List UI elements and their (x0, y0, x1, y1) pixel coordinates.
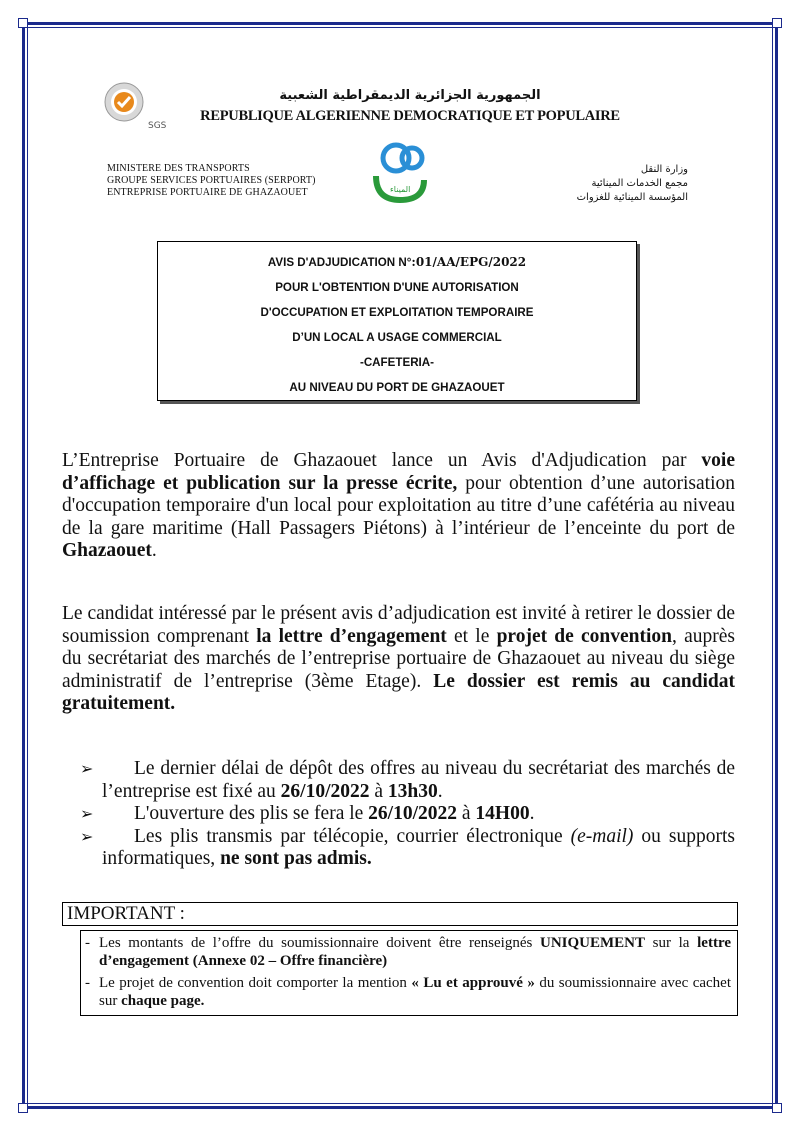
arabic-group-line: مجمع الخدمات المينائية (591, 178, 688, 189)
important-box (80, 930, 738, 1016)
frame-corner-br (772, 1103, 782, 1113)
arabic-ministry-line: وزارة النقل (640, 164, 688, 175)
important-title: IMPORTANT : (62, 902, 738, 926)
arabic-republic-title: الجمهورية الجزائرية الديمقراطية الشعبية (279, 88, 541, 103)
important-item-convention: - Le projet de convention doit comporter la mention « Lu et approuvé » du soumissionnaire avec cachet sur chaque page. (85, 975, 732, 1009)
arrow-icon: ➢ (80, 759, 94, 778)
avis-title-line (158, 250, 636, 275)
frame-corner-bl (18, 1103, 28, 1113)
avis-line-5: -CAFETERIA- (359, 356, 435, 369)
ministry-line: MINISTERE DES TRANSPORTS (107, 163, 250, 174)
group-line: GROUPE SERVICES PORTUAIRES (SERPORT) (107, 175, 316, 186)
frame-corner-tl (18, 18, 28, 28)
avis-number: :01/AA/EPG/2022 (411, 255, 527, 269)
avis-title-box (157, 241, 637, 401)
dash-marker: - (85, 935, 90, 951)
list-item-deadline: ➢ Le dernier délai de dépôt des offres au niveau du secrétariat des marchés de l’entreprise est fixé au 26/10/2022 à 13h30. (80, 758, 735, 802)
enterprise-line: ENTREPRISE PORTUAIRE DE GHAZAOUET (107, 187, 308, 198)
sgs-logo-text: SGS (148, 121, 167, 131)
port-logo-text: الميناء (390, 185, 411, 194)
list-item-opening: ➢ L'ouverture des plis se fera le 26/10/2022 à 14H00. (80, 803, 535, 824)
port-logo (366, 142, 436, 204)
avis-line-4: D’UN LOCAL A USAGE COMMERCIAL (292, 331, 502, 344)
arabic-enterprise-line: المؤسسة المينائية للغزوات (576, 192, 688, 203)
sgs-logo (100, 80, 170, 132)
avis-title-prefix: AVIS D'ADJUDICATION N° (267, 256, 412, 269)
list-item-not-admitted: ➢ Les plis transmis par télécopie, courrier électronique (e-mail) ou supports informatiques, ne sont pas admis. (80, 825, 736, 869)
arrow-icon: ➢ (80, 826, 94, 846)
arrow-icon: ➢ (80, 804, 94, 823)
avis-line-6: AU NIVEAU DU PORT DE GHAZAOUET (289, 381, 505, 394)
ministry-block (107, 163, 316, 199)
important-item-amounts: - Les montants de l’offre du soumissionnaire doivent être renseignés UNIQUEMENT sur la lettre d’engagement (Annexe 02 – Offre financière) (85, 935, 731, 969)
dash-marker: - (85, 975, 90, 991)
arabic-ministry-block (577, 163, 688, 205)
conditions-list (80, 758, 735, 871)
paragraph-dossier: Le candidat intéressé par le présent avis d’adjudication est invité à retirer le dossier de soumission comprenant la lettre d’engagement et le projet de convention, auprès du secrétariat des marchés de l’entreprise portuaire de Ghazaouet au niveau du siège administratif de l’entreprise (3ème Etage). Le dossier est remis au candidat gratuitement. (62, 603, 735, 714)
frame-corner-tr (772, 18, 782, 28)
paragraph-intro: L’Entreprise Portuaire de Ghazaouet lance un Avis d'Adjudication par voie d’affichage et publication sur la presse écrite, pour obtention d’une autorisation d'occupation temporaire d'un local pour exploitation au titre d’une cafétéria au niveau de la gare maritime (Hall Passagers Piétons) à l’intérieur de l’enceinte du port de Ghazaouet. (62, 450, 735, 561)
avis-line-3: D'OCCUPATION ET EXPLOITATION TEMPORAIRE (260, 306, 534, 319)
avis-line-2: POUR L'OBTENTION D'UNE AUTORISATION (275, 281, 519, 294)
french-republic-title: REPUBLIQUE ALGERIENNE DEMOCRATIQUE ET POPULAIRE (200, 108, 620, 124)
